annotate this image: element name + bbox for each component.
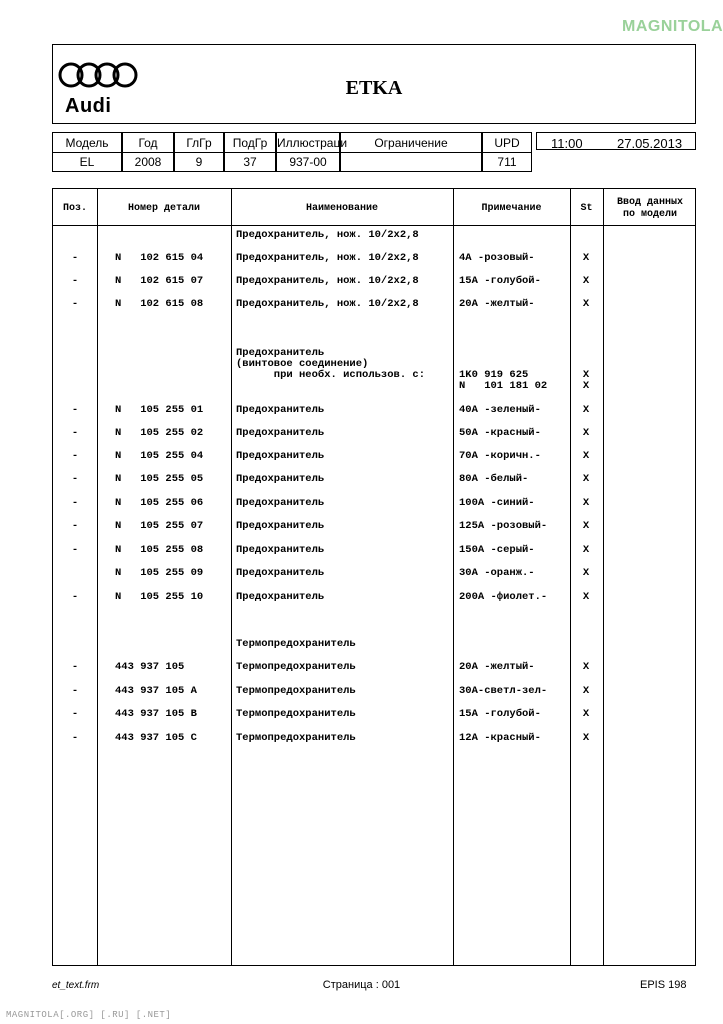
- info-label: ГлГр: [186, 136, 212, 150]
- cell-st: X: [582, 520, 590, 532]
- cell-note: 1K0 919 625: [459, 369, 529, 381]
- cell-st: X: [582, 473, 590, 485]
- cell-st: X: [582, 685, 590, 697]
- cell-pos: -: [71, 275, 79, 287]
- table-row: [53, 229, 695, 243]
- cell-note: 40A -зеленый-: [459, 404, 541, 416]
- cell-st: X: [582, 298, 590, 310]
- cell-name: Термопредохранитель: [236, 685, 356, 697]
- table-row: [53, 708, 695, 722]
- cell-part: 443 937 105 C: [115, 732, 197, 744]
- table-row: [53, 380, 695, 394]
- cell-part: N 102 615 08: [115, 298, 204, 310]
- cell-part: N 102 615 07: [115, 275, 204, 287]
- info-value: 37: [243, 155, 257, 169]
- cell-st: X: [582, 369, 590, 381]
- cell-name: Предохранитель, нож. 10/2x2,8: [236, 298, 419, 310]
- table-row: [53, 567, 695, 581]
- cell-part: 443 937 105: [115, 661, 185, 673]
- info-cell: [52, 132, 122, 172]
- cell-note: 80A -белый-: [459, 473, 529, 485]
- info-value: 2008: [134, 155, 162, 169]
- cell-name: Предохранитель: [236, 544, 325, 556]
- info-label: Год: [138, 136, 158, 150]
- cell-part: N 105 255 10: [115, 591, 204, 603]
- info-cell: [276, 132, 348, 172]
- col-header-name: Наименование: [305, 203, 378, 214]
- table-row: [53, 638, 695, 652]
- info-cell: [122, 132, 174, 172]
- col-header-part: Номер детали: [127, 203, 200, 214]
- cell-name: Термопредохранитель: [236, 638, 356, 650]
- cell-st: X: [582, 380, 590, 392]
- cell-part: N 102 615 04: [115, 252, 204, 264]
- cell-pos: -: [71, 298, 79, 310]
- page-title: ETKA: [345, 77, 403, 99]
- table-row: [53, 544, 695, 558]
- cell-note: 125A -розовый-: [459, 520, 548, 532]
- cell-pos: -: [71, 661, 79, 673]
- cell-name: Предохранитель: [236, 473, 325, 485]
- cell-st: X: [582, 252, 590, 264]
- cell-st: X: [582, 661, 590, 673]
- cell-name: Предохранитель: [236, 497, 325, 509]
- col-header-st: St: [580, 203, 593, 214]
- cell-note: 4A -розовый-: [459, 252, 535, 264]
- col-header-pos: Поз.: [62, 203, 87, 214]
- table-row: [53, 661, 695, 675]
- table-row: [53, 591, 695, 605]
- table-row: [53, 404, 695, 418]
- cell-part: N 105 255 06: [115, 497, 204, 509]
- cell-note: 20A -желтый-: [459, 298, 535, 310]
- cell-part: N 105 255 09: [115, 567, 204, 579]
- col-header-model-2: по модели: [622, 209, 677, 220]
- date-value: 27.05.2013: [617, 136, 683, 151]
- cell-st: X: [582, 404, 590, 416]
- cell-part: N 105 255 01: [115, 404, 204, 416]
- info-label: Иллюстраци: [277, 136, 348, 150]
- cell-pos: -: [71, 427, 79, 439]
- cell-part: N 105 255 04: [115, 450, 204, 462]
- cell-st: X: [582, 708, 590, 720]
- cell-pos: -: [71, 708, 79, 720]
- info-cell: [482, 132, 532, 172]
- footer-form-name: et_text.frm: [52, 980, 100, 991]
- table-row: [53, 298, 695, 312]
- cell-name: Термопредохранитель: [236, 732, 356, 744]
- info-label: Ограничение: [374, 136, 448, 150]
- col-header-note: Примечание: [481, 203, 542, 214]
- info-value: EL: [79, 155, 95, 169]
- table-row: [53, 427, 695, 441]
- cell-note: 150A -серый-: [459, 544, 535, 556]
- cell-name: Термопредохранитель: [236, 661, 356, 673]
- cell-pos: -: [71, 404, 79, 416]
- info-value: 937-00: [289, 155, 327, 169]
- cell-name: Предохранитель, нож. 10/2x2,8: [236, 252, 419, 264]
- cell-st: X: [582, 450, 590, 462]
- cell-note: 30A-светл-зел-: [459, 685, 548, 697]
- parts-table: [52, 188, 696, 966]
- time-value: 11:00: [551, 136, 583, 151]
- table-row: [53, 520, 695, 534]
- cell-note: 15A -голубой-: [459, 275, 541, 287]
- col-header-model-1: Ввод данных: [616, 197, 683, 208]
- cell-name: Предохранитель: [236, 404, 325, 416]
- cell-note: 50A -красный-: [459, 427, 541, 439]
- cell-pos: -: [71, 252, 79, 264]
- cell-name: Предохранитель, нож. 10/2x2,8: [236, 229, 419, 241]
- cell-name: Предохранитель: [236, 591, 325, 603]
- cell-note: 15A -голубой-: [459, 708, 541, 720]
- cell-name: (винтовое соединение): [236, 358, 369, 370]
- cell-note: 70A -коричн.-: [459, 450, 541, 462]
- footer-page-number: Страница : 001: [322, 979, 401, 991]
- cell-pos: -: [71, 450, 79, 462]
- table-row: [53, 685, 695, 699]
- cell-pos: -: [71, 497, 79, 509]
- info-cell: [224, 132, 276, 172]
- cell-pos: -: [71, 473, 79, 485]
- cell-note: 12A -красный-: [459, 732, 541, 744]
- watermark-logo: MAGNITOLA: [622, 18, 723, 35]
- cell-name: Предохранитель: [236, 347, 325, 359]
- table-row: [53, 252, 695, 266]
- watermark-text: MAGNITOLA[.ORG] [.RU] [.NET]: [6, 1010, 172, 1020]
- cell-st: X: [582, 544, 590, 556]
- cell-st: X: [582, 427, 590, 439]
- info-cell: [174, 132, 224, 172]
- cell-pos: -: [71, 544, 79, 556]
- table-row: [53, 275, 695, 289]
- cell-name: Термопредохранитель: [236, 708, 356, 720]
- cell-name: Предохранитель: [236, 520, 325, 532]
- table-row: [53, 497, 695, 511]
- cell-name: Предохранитель: [236, 427, 325, 439]
- cell-pos: -: [71, 685, 79, 697]
- table-row: [53, 473, 695, 487]
- cell-part: 443 937 105 B: [115, 708, 197, 720]
- cell-name: Предохранитель: [236, 567, 325, 579]
- cell-note: 20A -желтый-: [459, 661, 535, 673]
- info-cell: [340, 132, 482, 172]
- cell-st: X: [582, 275, 590, 287]
- cell-note: N 101 181 02: [459, 380, 548, 392]
- cell-pos: -: [71, 732, 79, 744]
- cell-name: при необх. использов. с:: [236, 369, 426, 381]
- info-table: [52, 132, 696, 172]
- cell-st: X: [582, 591, 590, 603]
- brand-name: Audi: [65, 95, 112, 117]
- cell-pos: -: [71, 520, 79, 532]
- info-label: UPD: [494, 136, 520, 150]
- datetime-box: [536, 132, 696, 150]
- info-label: Модель: [65, 136, 109, 150]
- table-row: [53, 732, 695, 746]
- cell-part: N 105 255 02: [115, 427, 204, 439]
- cell-note: 30A -оранж.-: [459, 567, 535, 579]
- cell-pos: -: [71, 591, 79, 603]
- footer-version: EPIS 198: [640, 979, 687, 991]
- cell-st: X: [582, 732, 590, 744]
- info-value: 9: [195, 155, 203, 169]
- cell-st: X: [582, 567, 590, 579]
- cell-part: 443 937 105 A: [115, 685, 197, 697]
- cell-part: N 105 255 05: [115, 473, 204, 485]
- cell-name: Предохранитель, нож. 10/2x2,8: [236, 275, 419, 287]
- cell-part: N 105 255 08: [115, 544, 204, 556]
- info-value: 711: [497, 155, 517, 169]
- cell-part: N 105 255 07: [115, 520, 204, 532]
- page-header: [52, 44, 696, 124]
- cell-name: Предохранитель: [236, 450, 325, 462]
- cell-note: 200A -фиолет.-: [459, 591, 548, 603]
- info-label: ПодГр: [232, 136, 268, 150]
- cell-st: X: [582, 497, 590, 509]
- table-row: [53, 450, 695, 464]
- cell-note: 100A -синий-: [459, 497, 535, 509]
